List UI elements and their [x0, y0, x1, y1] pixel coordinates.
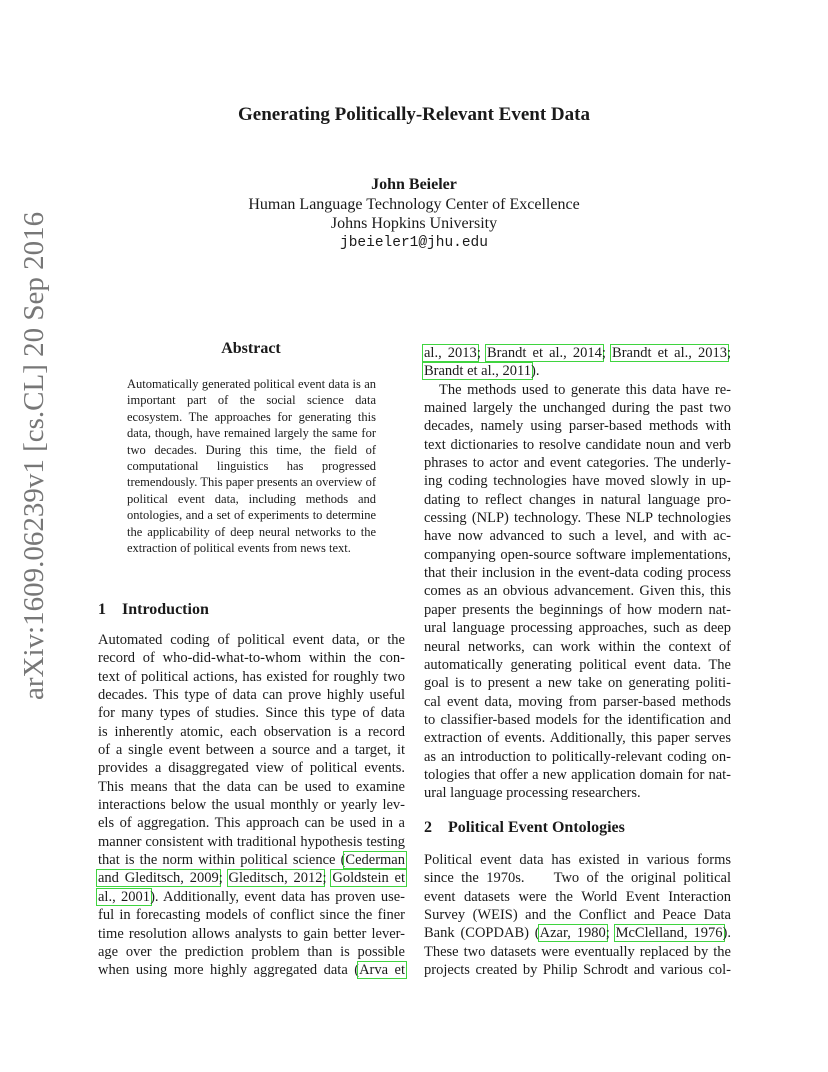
text-line: [98, 961, 405, 979]
citation-goldstein-link[interactable]: Goldstein et: [332, 870, 406, 887]
text-line: to classifier-based models for the identification and: [424, 711, 731, 728]
text-run: ).: [530, 363, 540, 380]
citation-cederman-link[interactable]: Cederman: [345, 852, 405, 869]
text-line: age over the prediction problem than is possible: [98, 943, 405, 960]
text-line: phrases to actor and event categories. The underly-: [424, 455, 731, 472]
text-run: Bank (COPDAB) (: [424, 925, 540, 942]
citation-goldstein-link-cont[interactable]: al., 2001: [98, 888, 151, 905]
citation-gleditsch-link[interactable]: Gleditsch, 2012: [228, 870, 323, 887]
text-line: that their inclusion in the event-data coding process: [424, 565, 731, 582]
author-name: John Beieler: [371, 176, 457, 193]
text-line: paper presents the beginnings of how modern nat-: [424, 601, 731, 618]
text-run: that is the norm within political science (: [98, 852, 346, 869]
text-run: ;: [218, 870, 229, 887]
section-2-number: 2: [424, 819, 432, 836]
text-line: Survey (WEIS) and the Conflict and Peace Data: [424, 907, 731, 924]
citation-brandt-2013-link[interactable]: Brandt et al., 2013: [612, 345, 727, 361]
paper-title: Generating Politically-Relevant Event Data: [238, 104, 590, 125]
text-line: [424, 924, 731, 942]
citation-brandt-2014-link[interactable]: Brandt et al., 2014: [486, 345, 602, 361]
arxiv-identifier-stamp: arXiv:1609.06239v1 [cs.CL] 20 Sep 2016: [18, 211, 50, 700]
text-run: ;: [601, 345, 613, 361]
text-line: since the 1970s. Two of the original political: [424, 870, 731, 887]
text-line: ural language processing approaches, such as deep: [424, 620, 731, 637]
text-line: is inherently atomic, each observation is a record: [98, 723, 405, 740]
text-line: ful in forecasting models of conflict since the finer: [98, 907, 405, 924]
text-line: goal is to present a new take on generating politi-: [424, 675, 731, 692]
author-email: jbeieler1@jhu.edu: [340, 234, 488, 251]
section-1-heading: [98, 601, 209, 619]
text-line: projects created by Philip Schrodt and various col-: [424, 962, 731, 979]
citation-mcclelland-link[interactable]: McClelland, 1976: [615, 925, 723, 942]
section-1-body: [98, 631, 405, 980]
text-line: time resolution allows analysts to gain better lever-: [98, 925, 405, 942]
citation-brandt-2011-link[interactable]: Brandt et al., 2011: [424, 363, 531, 380]
author-affiliation-1: Human Language Technology Center of Excellence: [248, 195, 580, 213]
text-line: [424, 344, 731, 362]
text-run: ;: [476, 345, 487, 361]
section-2-body: [424, 851, 731, 979]
citation-azar-link[interactable]: Azar, 1980: [539, 925, 606, 942]
text-line: [424, 362, 731, 380]
author-block: [0, 175, 828, 253]
text-line: of a single event between a source and a target, it: [98, 742, 405, 759]
text-line: [98, 888, 405, 906]
text-line: neural networks, can work within the context of: [424, 638, 731, 655]
text-line: have now advanced to such a level, and with ac-: [424, 528, 731, 545]
text-line: as an introduction to politically-relevant coding on-: [424, 748, 731, 765]
text-line: text of political actions, has existed for roughly two: [98, 668, 405, 685]
text-line: cessing (NLP) technology. These NLP technologies: [424, 510, 731, 527]
text-line: These two datasets were eventually replaced by the: [424, 943, 731, 960]
text-line: [98, 869, 405, 887]
text-line: Political event data has existed in various forms: [424, 852, 731, 868]
text-line: els of aggregation. This approach can be used in a: [98, 815, 405, 832]
author-affiliation-2: Johns Hopkins University: [330, 215, 498, 232]
text-line: automatically generating political event data. The: [424, 656, 731, 673]
section-2-title: Political Event Ontologies: [448, 819, 625, 836]
text-line: companying open-source software implementations,: [424, 546, 731, 563]
citation-cederman-link-cont[interactable]: and Gleditsch, 2009: [98, 870, 219, 887]
right-column-body: [424, 344, 731, 803]
citation-arva-link-cont[interactable]: al., 2013: [424, 345, 477, 361]
text-line: cal event data, moving from parser-based methods: [424, 693, 731, 710]
text-run: ).: [722, 925, 731, 942]
text-line: comes as an obvious advancement. Given this, this: [424, 583, 731, 600]
section-1-number: 1: [98, 601, 106, 618]
text-line: dating to reflect changes in natural language pro-: [424, 491, 731, 508]
citation-arva-link[interactable]: Arva et: [359, 962, 405, 979]
text-line: provides a disaggregated view of political events.: [98, 760, 405, 777]
section-1-title: Introduction: [122, 601, 209, 618]
text-line: text dictionaries to resolve candidate noun and verb: [424, 436, 731, 453]
text-line: tologies that offer a new application domain for nat-: [424, 766, 731, 783]
text-line: decades, namely using parser-based methods with: [424, 418, 731, 435]
text-line: This means that the data can be used to examine: [98, 778, 405, 795]
text-run: ;: [322, 870, 333, 887]
text-run: ). Additionally, event data has proven use-: [150, 888, 406, 905]
text-run: when using more highly aggregated data (: [98, 962, 360, 979]
text-line: manner consistent with traditional hypothesis testing: [98, 833, 405, 850]
text-line: record of who-did-what-to-whom within the con-: [98, 650, 405, 667]
section-2-heading: [424, 819, 625, 837]
abstract-text: Automatically generated political event data is an important part of the social science data ecosystem. The approaches for generating this data, though, have remained largely the same for two decades. During this time, the field of computational linguistics has progressed tremendously. This paper presents an overview of political event data, including methods and ontologies, and a set of experiments to determine the applicability of deep neural networks to the extraction of political events from news text.: [127, 377, 376, 556]
text-line: ural language processing researchers.: [424, 785, 641, 802]
text-run: ;: [726, 345, 731, 361]
text-run: ;: [605, 925, 616, 942]
text-line: [98, 851, 405, 869]
text-line: extraction of events. Additionally, this paper serves: [424, 730, 731, 747]
text-line: interactions below the usual monthly or yearly lev-: [98, 797, 405, 814]
text-line: event datasets were the World Event Interaction: [424, 888, 731, 905]
text-line: Automated coding of political event data, or the: [98, 632, 405, 648]
text-line: mained largely the unchanged during the past two: [424, 400, 731, 417]
text-line: The methods used to generate this data have re-: [439, 381, 731, 398]
text-line: ing coding technologies have moved slowly in up-: [424, 473, 731, 490]
text-line: decades. This type of data can prove highly useful: [98, 687, 405, 704]
abstract-heading: Abstract: [221, 340, 281, 357]
text-line: for many types of studies. Since this type of data: [98, 705, 405, 722]
